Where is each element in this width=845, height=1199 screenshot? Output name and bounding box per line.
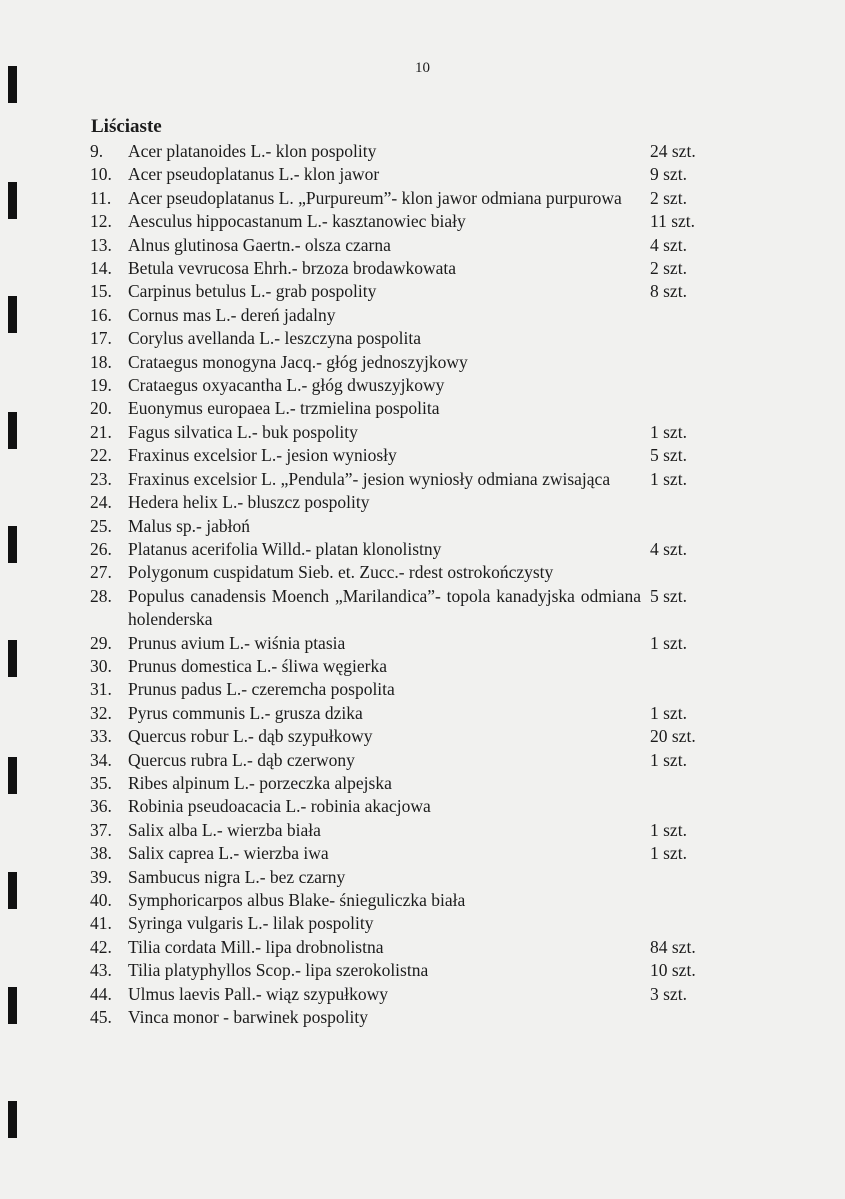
item-number: 41. (90, 913, 112, 934)
item-number: 39. (90, 866, 112, 887)
item-quantity: 2 szt. (650, 258, 687, 279)
item-quantity: 24 szt. (650, 141, 696, 161)
item-number: 37. (90, 819, 112, 840)
section-heading: Liściaste (91, 116, 162, 137)
item-number: 16. (90, 304, 112, 325)
item-quantity: 8 szt. (650, 281, 687, 302)
item-number: 15. (90, 281, 112, 302)
list-item (0, 585, 845, 632)
item-name: Tilia cordata Mill.- lipa drobnolistna (128, 936, 384, 957)
item-name: Acer pseudoplatanus L.- klon jawor (128, 164, 380, 185)
list-item (0, 491, 845, 514)
item-quantity: 1 szt. (650, 843, 687, 864)
list-item (0, 397, 845, 420)
item-quantity: 10 szt. (650, 960, 696, 981)
item-name: Quercus robur L.- dąb szypułkowy (128, 726, 373, 747)
list-item (0, 280, 845, 303)
item-name: Symphoricarpos albus Blake- śnieguliczka biała (128, 890, 466, 910)
item-quantity: 5 szt. (650, 445, 687, 466)
list-item (0, 421, 845, 444)
list-item (0, 959, 845, 982)
item-number: 30. (90, 655, 112, 676)
item-number: 10. (90, 164, 112, 185)
item-name: Fagus silvatica L.- buk pospolity (128, 421, 358, 442)
item-name: Robinia pseudoacacia L.- robinia akacjowa (128, 796, 431, 817)
item-number: 36. (90, 796, 112, 817)
item-name: Pyrus communis L.- grusza dzika (128, 702, 363, 723)
binder-mark (8, 412, 17, 449)
item-name: Polygonum cuspidatum Sieb. et. Zucc.- rdest ostrokończysty (128, 562, 554, 583)
item-number: 33. (90, 726, 112, 747)
item-quantity: 11 szt. (650, 211, 696, 232)
item-number: 35. (90, 772, 112, 793)
list-item (0, 561, 845, 584)
item-name: Salix caprea L.- wierzba iwa (128, 843, 329, 864)
binder-mark (8, 872, 17, 909)
binder-mark (8, 182, 17, 219)
item-quantity: 1 szt. (650, 421, 687, 442)
item-name: Prunus padus L.- czeremcha pospolita (128, 679, 395, 700)
item-name: Cornus mas L.- dereń jadalny (128, 304, 336, 325)
plant-list (0, 140, 845, 1029)
item-number: 40. (90, 890, 112, 910)
item-number: 25. (90, 515, 112, 536)
item-name: Carpinus betulus L.- grab pospolity (128, 281, 377, 302)
item-number: 12. (90, 211, 112, 232)
list-item (0, 1006, 845, 1029)
item-name: Ulmus laevis Pall.- wiąz szypułkowy (128, 983, 389, 1004)
item-number: 22. (90, 445, 112, 466)
item-number: 28. (90, 585, 112, 606)
item-name: Hedera helix L.- bluszcz pospolity (128, 492, 370, 513)
item-number: 31. (90, 679, 112, 700)
item-quantity: 3 szt. (650, 983, 687, 1004)
item-name: Tilia platyphyllos Scop.- lipa szerokolistna (128, 960, 429, 981)
item-name: Betula vevrucosa Ehrh.- brzoza brodawkowata (128, 258, 456, 279)
item-number: 34. (90, 749, 112, 770)
binder-mark (8, 1101, 17, 1138)
item-number: 14. (90, 258, 112, 279)
list-item (0, 772, 845, 795)
list-item (0, 351, 845, 374)
item-name: Corylus avellanda L.- leszczyna pospolita (128, 328, 422, 349)
item-name: Salix alba L.- wierzba biała (128, 819, 321, 840)
item-quantity: 1 szt. (650, 819, 687, 840)
item-name: Prunus avium L.- wiśnia ptasia (128, 632, 346, 653)
list-item (0, 866, 845, 889)
item-quantity: 20 szt. (650, 726, 696, 747)
binder-mark (8, 640, 17, 677)
binder-mark (8, 987, 17, 1024)
list-item (0, 515, 845, 538)
item-name: Crataegus oxyacantha L.- głóg dwuszyjkowy (128, 375, 445, 396)
list-item (0, 632, 845, 655)
item-quantity: 9 szt. (650, 164, 687, 185)
item-number: 17. (90, 328, 112, 349)
item-name: Fraxinus excelsior L.- jesion wyniosły (128, 445, 397, 466)
list-item (0, 983, 845, 1006)
list-item (0, 795, 845, 818)
item-quantity: 1 szt. (650, 702, 687, 723)
item-name: Crataegus monogyna Jacq.- głóg jednoszyjkowy (128, 351, 468, 372)
list-item (0, 327, 845, 350)
list-item (0, 912, 845, 935)
item-quantity: 1 szt. (650, 749, 687, 770)
item-name: Prunus domestica L.- śliwa węgierka (128, 655, 388, 676)
list-item (0, 678, 845, 701)
binder-mark (8, 66, 17, 103)
list-item (0, 374, 845, 397)
item-number: 32. (90, 702, 112, 723)
list-item (0, 725, 845, 748)
item-number: 24. (90, 492, 112, 513)
item-name: Acer platanoides L.- klon pospolity (128, 141, 377, 161)
list-item (0, 140, 845, 163)
item-number: 26. (90, 538, 112, 559)
binder-mark (8, 526, 17, 563)
item-name: Populus canadensis Moench „Marilandica”- topola kanadyjska odmiana holenderska (128, 585, 641, 630)
item-quantity: 5 szt. (650, 585, 687, 606)
list-item (0, 234, 845, 257)
item-number: 38. (90, 843, 112, 864)
item-name: Malus sp.- jabłoń (128, 515, 251, 536)
item-quantity: 2 szt. (650, 187, 687, 208)
list-item (0, 819, 845, 842)
item-name: Syringa vulgaris L.- lilak pospolity (128, 913, 374, 934)
list-item (0, 210, 845, 233)
item-name: Quercus rubra L.- dąb czerwony (128, 749, 355, 770)
item-quantity: 84 szt. (650, 936, 696, 957)
item-quantity: 1 szt. (650, 632, 687, 653)
item-number: 9. (90, 141, 104, 161)
item-number: 21. (90, 421, 112, 442)
item-quantity: 4 szt. (650, 538, 687, 559)
item-name: Sambucus nigra L.- bez czarny (128, 866, 346, 887)
item-number: 27. (90, 562, 112, 583)
list-item (0, 468, 845, 491)
item-quantity: 1 szt. (650, 468, 687, 489)
list-item (0, 187, 845, 210)
list-item (0, 444, 845, 467)
list-item (0, 749, 845, 772)
item-name: Acer pseudoplatanus L. „Purpureum”- klon jawor odmiana purpurowa (128, 187, 622, 208)
item-number: 19. (90, 375, 112, 396)
item-number: 23. (90, 468, 112, 489)
list-item (0, 889, 845, 912)
item-name: Alnus glutinosa Gaertn.- olsza czarna (128, 234, 391, 255)
list-item (0, 538, 845, 561)
item-number: 20. (90, 398, 112, 419)
item-number: 11. (90, 187, 112, 208)
item-name: Fraxinus excelsior L. „Pendula”- jesion wyniosły odmiana zwisająca (128, 468, 611, 489)
list-item (0, 163, 845, 186)
item-name: Aesculus hippocastanum L.- kasztanowiec biały (128, 211, 466, 232)
item-name: Euonymus europaea L.- trzmielina pospolita (128, 398, 440, 419)
item-name: Ribes alpinum L.- porzeczka alpejska (128, 772, 392, 793)
list-item (0, 702, 845, 725)
item-number: 29. (90, 632, 112, 653)
item-number: 44. (90, 983, 112, 1004)
binder-mark (8, 757, 17, 794)
item-name: Platanus acerifolia Willd.- platan klonolistny (128, 538, 442, 559)
item-number: 13. (90, 234, 112, 255)
item-number: 43. (90, 960, 112, 981)
item-name: Vinca monor - barwinek pospolity (128, 1007, 369, 1028)
list-item (0, 257, 845, 280)
binder-mark (8, 296, 17, 333)
page-number: 10 (415, 60, 430, 76)
item-number: 45. (90, 1007, 112, 1028)
list-item (0, 936, 845, 959)
list-item (0, 655, 845, 678)
list-item (0, 304, 845, 327)
item-quantity: 4 szt. (650, 234, 687, 255)
item-number: 42. (90, 936, 112, 957)
item-number: 18. (90, 351, 112, 372)
list-item (0, 842, 845, 865)
